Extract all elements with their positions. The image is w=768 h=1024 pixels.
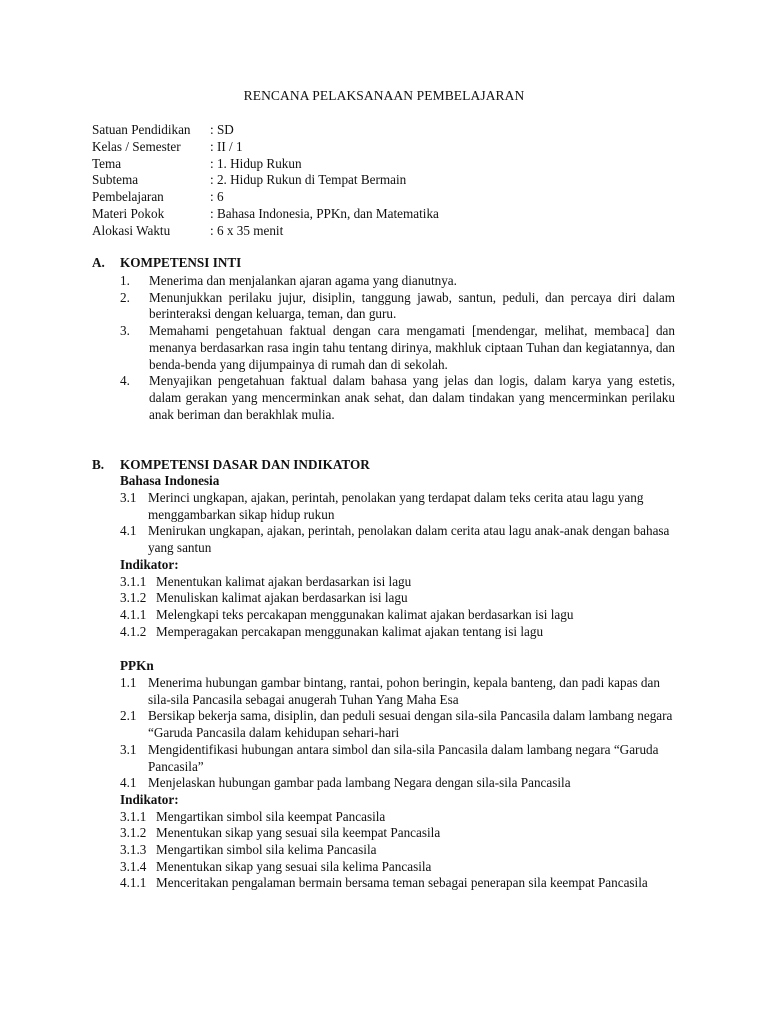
item-text: Mengartikan simbol sila kelima Pancasila bbox=[156, 842, 377, 858]
identity-table bbox=[92, 122, 692, 240]
identity-label: Kelas / Semester bbox=[92, 138, 181, 154]
section-a-heading bbox=[92, 255, 241, 272]
item-number: 4.1.1 bbox=[120, 606, 147, 622]
item-number: 2.1 bbox=[120, 708, 137, 724]
item-number: 3.1 bbox=[120, 741, 137, 757]
document-title: RENCANA PELAKSANAAN PEMBELAJARAN bbox=[243, 88, 525, 103]
identity-value: : 2. Hidup Rukun di Tempat Bermain bbox=[210, 172, 407, 188]
item-number: 3.1.1 bbox=[120, 808, 147, 824]
item-number: 1. bbox=[120, 273, 130, 288]
item-text: Melengkapi teks percakapan menggunakan kalimat ajakan berdasarkan isi lagu bbox=[156, 606, 574, 622]
list-item bbox=[120, 323, 675, 373]
identity-value: : 1. Hidup Rukun bbox=[210, 155, 302, 171]
item-text: Merinci ungkapan, ajakan, perintah, penolakan yang terdapat dalam teks cerita atau lagu yang menggambarkan sikap hidup rukun bbox=[148, 490, 644, 522]
identity-label: Alokasi Waktu bbox=[92, 222, 171, 238]
section-title: KOMPETENSI INTI bbox=[120, 255, 242, 270]
item-text: Menunjukkan perilaku jujur, disiplin, tanggung jawab, santun, peduli, dan percaya diri dalam berinteraksi dengan keluarga, teman, dan guru. bbox=[149, 289, 675, 322]
list-item bbox=[120, 742, 680, 775]
item-number: 3.1.4 bbox=[120, 858, 147, 874]
kompetensi-inti-list bbox=[120, 273, 675, 423]
item-text: Mengidentifikasi hubungan antara simbol dan sila-sila Pancasila dalam lambang negara “Garuda Pancasila” bbox=[148, 741, 659, 774]
item-text: Menentukan kalimat ajakan berdasarkan isi lagu bbox=[156, 573, 412, 589]
list-item bbox=[120, 875, 680, 892]
item-text: Menerima hubungan gambar bintang, rantai, pohon beringin, kepala banteng, dan padi kapas dan sila-sila Pancasila sebagai anugerah Tuhan Yang Maha Esa bbox=[148, 675, 660, 707]
section-letter: B. bbox=[92, 457, 105, 472]
list-item bbox=[120, 590, 680, 607]
list-item bbox=[120, 574, 680, 591]
item-number: 4.1 bbox=[120, 523, 137, 539]
item-text: Menjelaskan hubungan gambar pada lambang Negara dengan sila-sila Pancasila bbox=[148, 775, 571, 791]
list-item bbox=[120, 708, 680, 741]
item-number: 4.1 bbox=[120, 775, 137, 791]
identity-label: Tema bbox=[92, 155, 122, 171]
item-number: 2. bbox=[120, 289, 130, 305]
list-item bbox=[120, 825, 680, 842]
item-text: Menuliskan kalimat ajakan berdasarkan isi lagu bbox=[156, 590, 408, 606]
subject-heading-bahasa: Bahasa Indonesia bbox=[120, 473, 220, 488]
identity-row bbox=[92, 206, 692, 223]
item-number: 3.1.3 bbox=[120, 842, 147, 858]
item-number: 4.1.1 bbox=[120, 875, 147, 891]
item-text: Menceritakan pengalaman bermain bersama teman sebagai penerapan sila keempat Pancasila bbox=[156, 875, 648, 891]
item-text: Bersikap bekerja sama, disiplin, dan peduli sesuai dengan sila-sila Pancasila dalam lambang negara “Garuda Pancasila dalam kehidupan sehari-hari bbox=[148, 708, 673, 741]
item-text: Menentukan sikap yang sesuai sila kelima Pancasila bbox=[156, 858, 432, 874]
list-item bbox=[120, 373, 675, 423]
identity-value: : Bahasa Indonesia, PPKn, dan Matematika bbox=[210, 205, 439, 221]
identity-label: Subtema bbox=[92, 172, 139, 188]
list-item bbox=[120, 624, 680, 641]
list-item bbox=[120, 273, 675, 290]
subject-heading-ppkn: PPKn bbox=[120, 658, 154, 673]
list-item bbox=[120, 842, 680, 859]
identity-row bbox=[92, 122, 692, 139]
list-item bbox=[120, 859, 680, 876]
section-letter: A. bbox=[92, 255, 105, 270]
item-text: Menentukan sikap yang sesuai sila keempat Pancasila bbox=[156, 825, 441, 841]
identity-value: : SD bbox=[210, 122, 234, 137]
item-number: 4.1.2 bbox=[120, 623, 147, 639]
item-number: 3.1.2 bbox=[120, 590, 147, 606]
item-number: 3.1.1 bbox=[120, 573, 147, 589]
section-title: KOMPETENSI DASAR DAN INDIKATOR bbox=[120, 457, 370, 472]
section-b-heading bbox=[92, 457, 370, 474]
identity-row bbox=[92, 156, 692, 173]
list-item bbox=[120, 523, 680, 556]
identity-value: : 6 bbox=[210, 189, 224, 205]
kd-list-bahasa bbox=[120, 490, 680, 640]
indikator-heading: Indikator: bbox=[120, 556, 179, 572]
kd-list-ppkn bbox=[120, 675, 680, 892]
identity-row bbox=[92, 172, 692, 189]
identity-row bbox=[92, 189, 692, 206]
item-number: 3.1.2 bbox=[120, 825, 147, 841]
identity-row bbox=[92, 139, 692, 156]
item-number: 4. bbox=[120, 373, 130, 389]
indikator-heading: Indikator: bbox=[120, 791, 179, 807]
item-text: Memahami pengetahuan faktual dengan cara mengamati [mendengar, melihat, membaca] dan menanya berdasarkan rasa ingin tahu tentang dirinya, makhluk ciptaan Tuhan dan kegiatannya, dan benda-benda yang dijumpainya di rumah dan di sekolah. bbox=[149, 323, 675, 372]
list-item bbox=[120, 809, 680, 826]
list-item bbox=[120, 607, 680, 624]
identity-row bbox=[92, 223, 692, 240]
identity-value: : 6 x 35 menit bbox=[210, 222, 284, 238]
list-item bbox=[120, 490, 680, 523]
item-text: Menerima dan menjalankan ajaran agama yang dianutnya. bbox=[149, 273, 457, 288]
item-number: 1.1 bbox=[120, 675, 137, 690]
list-item bbox=[120, 290, 675, 323]
item-number: 3.1 bbox=[120, 490, 137, 505]
identity-label: Pembelajaran bbox=[92, 189, 164, 205]
identity-value: : II / 1 bbox=[210, 138, 243, 154]
item-text: Menirukan ungkapan, ajakan, perintah, penolakan dalam cerita atau lagu anak-anak dengan bahasa yang santun bbox=[148, 523, 670, 556]
identity-label: Satuan Pendidikan bbox=[92, 122, 191, 137]
identity-label: Materi Pokok bbox=[92, 205, 165, 221]
item-text: Menyajikan pengetahuan faktual dalam bahasa yang jelas dan logis, dalam karya yang estetis, dalam gerakan yang mencerminkan anak sehat, dan dalam tindakan yang mencerminkan perilaku anak beriman dan berakhlak mulia. bbox=[149, 373, 675, 422]
list-item bbox=[120, 675, 680, 708]
item-number: 3. bbox=[120, 323, 130, 339]
list-item bbox=[120, 775, 680, 792]
item-text: Memperagakan percakapan menggunakan kalimat ajakan tentang isi lagu bbox=[156, 623, 544, 639]
item-text: Mengartikan simbol sila keempat Pancasila bbox=[156, 808, 386, 824]
